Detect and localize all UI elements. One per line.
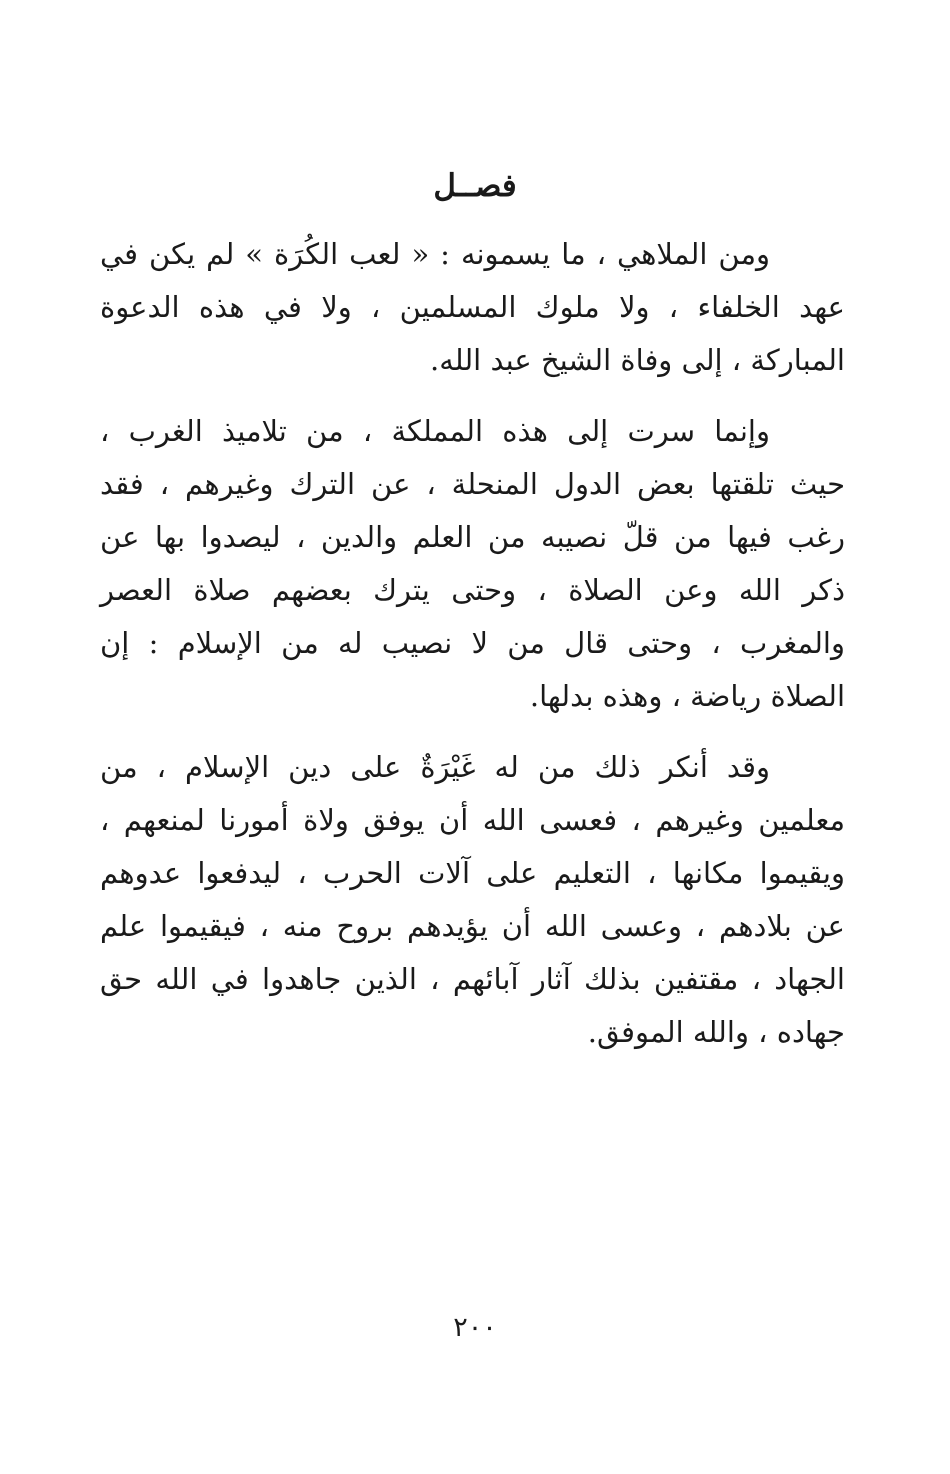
text-line: عهد الخلفاء ، ولا ملوك المسلمين ، ولا في هذه الدعوة — [100, 290, 845, 324]
text-line: الصلاة رياضة ، وهذه بدلها. — [529, 679, 845, 713]
text-line: عن بلادهم ، وعسى الله أن يؤيدهم بروح منه ، فيقيموا علم — [100, 909, 845, 943]
text-line: حيث تلقتها بعض الدول المنحلة ، عن الترك وغيرهم ، فقد — [100, 467, 845, 501]
paragraph-2 — [100, 405, 845, 723]
text-line: الجهاد ، مقتفين بذلك آثار آبائهم ، الذين جاهدوا في الله حق — [100, 962, 845, 996]
text-line: ومن الملاهي ، ما يسمونه : « لعب الكُرَة » لم يكن في — [100, 237, 770, 271]
page-number: ٢٠٠ — [453, 1312, 497, 1343]
paragraph-1 — [100, 228, 845, 387]
paragraph-3 — [100, 741, 845, 1059]
text-line: جهاده ، والله الموفق. — [587, 1015, 845, 1049]
text-line: وقد أنكر ذلك من له غَيْرَةٌ على دين الإسلام ، من — [100, 750, 770, 784]
text-line: المباركة ، إلى وفاة الشيخ عبد الله. — [429, 343, 845, 377]
text-line: والمغرب ، وحتى قال من لا نصيب له من الإسلام : إن — [100, 626, 845, 660]
text-line: رغب فيها من قلّ نصيبه من العلم والدين ، ليصدوا بها عن — [100, 520, 845, 554]
text-line: ذكر الله وعن الصلاة ، وحتى يترك بعضهم صلاة العصر — [100, 573, 845, 607]
text-line: وإنما سرت إلى هذه المملكة ، من تلاميذ الغرب ، — [100, 414, 770, 448]
section-title: فصــل — [433, 168, 517, 204]
text-line: ويقيموا مكانها ، التعليم على آلات الحرب ، ليدفعوا عدوهم — [100, 856, 845, 890]
text-line: معلمين وغيرهم ، فعسى الله أن يوفق ولاة أمورنا لمنعهم ، — [100, 803, 845, 837]
body-text — [100, 228, 845, 1077]
